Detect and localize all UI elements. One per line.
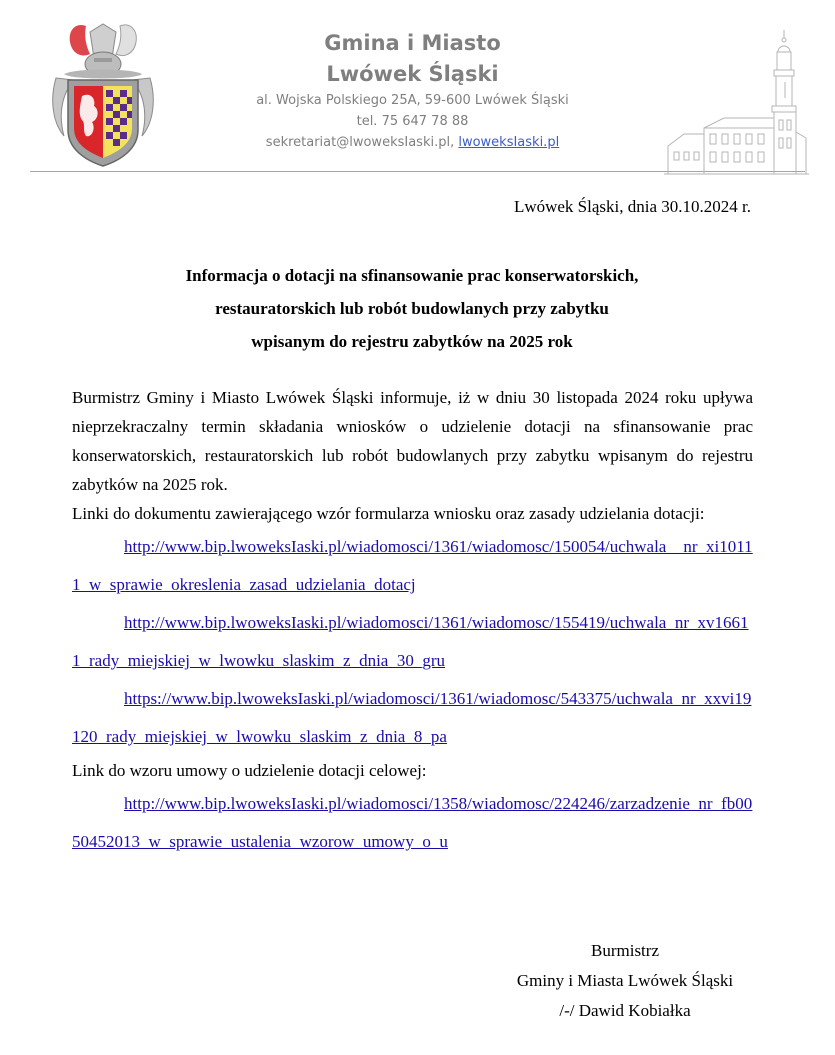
signature-name: /-/ Dawid Kobiałka [559,1001,691,1020]
document-body [72,383,753,861]
contract-template-link[interactable]: http://www.bip.lwoweksIaski.pl/wiadomosci/1358/wiadomosc/224246/zarzadzenie_nr_fb0050452013_w_sprawie_ustalenia_wzorow_umowy_o_u [72,794,753,851]
org-address: al. Wojska Polskiego 25A, 59-600 Lwówek Śląski [256,93,569,108]
links-intro: Linki do dokumentu zawierającego wzór formularza wniosku oraz zasady udzielania dotacji: [72,504,705,523]
link-paragraph-2 [72,604,753,680]
title-line1: Informacja o dotacji na sfinansowanie prac konserwatorskich, [185,266,639,285]
org-email-separator: , [450,135,459,150]
resolution-link-3[interactable]: https://www.bip.lwoweksIaski.pl/wiadomosci/1361/wiadomosc/543375/uchwala_nr_xxvi19120_rady_miejskiej_w_lwowku_slaskim_z_dnia_8_pa [72,689,752,746]
org-phone: tel. 75 647 78 88 [356,114,469,129]
document-date: Lwówek Śląski, dnia 30.10.2024 r. [513,197,751,216]
link-paragraph-3 [72,680,753,756]
signature-title: Burmistrz [591,941,659,960]
org-website-link[interactable]: lwoweksIaski.pl [458,135,560,150]
resolution-link-2[interactable]: http://www.bip.lwoweksIaski.pl/wiadomosci/1361/wiadomosc/155419/uchwala_nr_xv16611_rady_miejskiej_w_lwowku_slaskim_z_dnia_30_gru [72,613,749,670]
org-name-line2: Lwówek Śląski [326,62,499,86]
header-divider [30,171,805,172]
title-line3: wpisanym do rejestru zabytków na 2025 rok [251,332,573,351]
org-contact [200,132,625,153]
signature-office: Gminy i Miasta Lwówek Śląski [516,971,734,990]
coat-of-arms-logo [46,18,160,168]
document-title [72,259,752,358]
link-paragraph-4 [72,785,753,861]
contract-intro: Link do wzoru umowy o udzielenie dotacji celowej: [72,761,427,780]
signature-block [475,936,775,1026]
org-email[interactable]: sekretariat@lwoweksIaski.pl [265,135,451,150]
org-name-line1: Gmina i Miasto [324,31,501,55]
resolution-link-1[interactable]: http://www.bip.lwoweksIaski.pl/wiadomosci/1361/wiadomosc/150054/uchwala__nr_xi10111_w_sprawie_okreslenia_zasad_udzielania_dotacj [72,537,753,594]
link-paragraph-1 [72,528,753,604]
title-line2: restauratorskich lub robót budowlanych przy zabytku [215,299,609,318]
body-paragraph: Burmistrz Gminy i Miasto Lwówek Śląski informuje, iż w dniu 30 listopada 2024 roku upływa nieprzekraczalny termin składania wniosków o udzielenie dotacji na sfinansowanie prac konserwatorskich, restauratorskich lub robót budowlanych przy zabytku wpisanym do rejestru zabytków na 2025 rok. [72,388,753,494]
town-hall-illustration [664,28,809,178]
organization-header [200,28,625,153]
